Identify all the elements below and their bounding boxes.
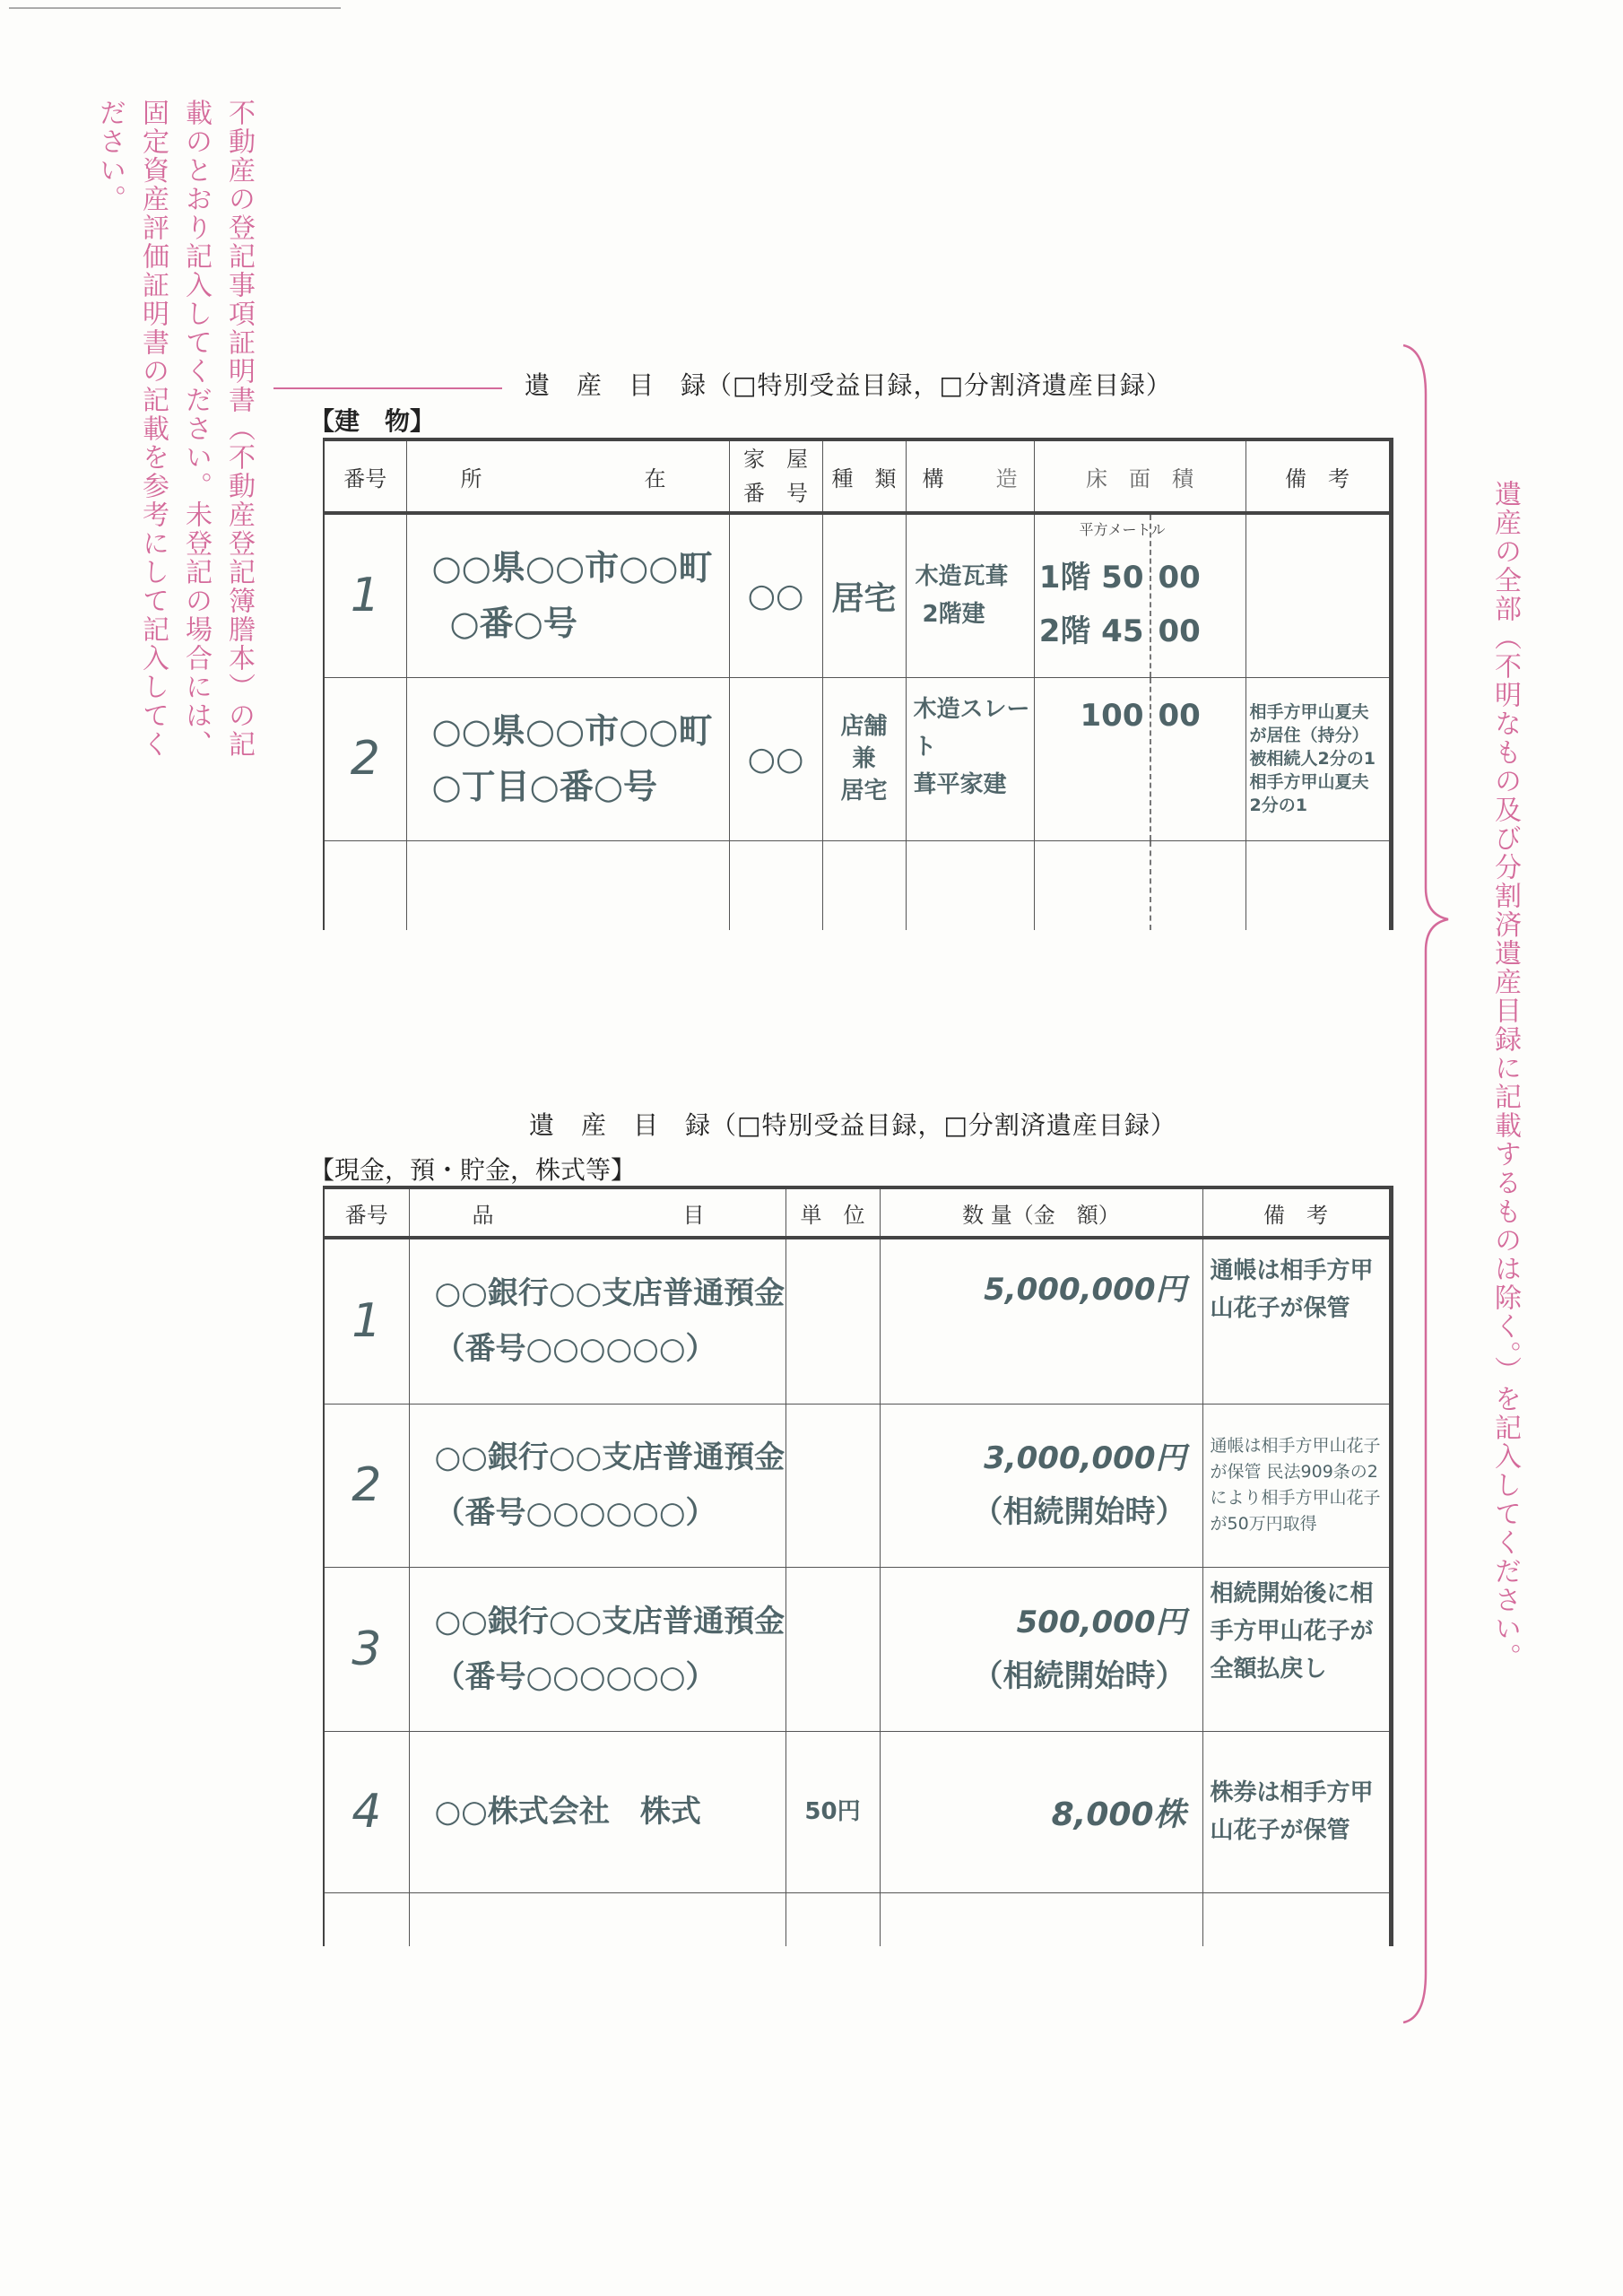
row-number: 2	[324, 1404, 409, 1567]
item-cell: ○○銀行○○支店普通預金 （番号○○○○○○）	[409, 1567, 785, 1731]
floor-area-cell: 平方メートル 1階 50 00 2階 45 00	[1034, 513, 1245, 677]
item-cell: ○○銀行○○支店普通預金 （番号○○○○○○）	[409, 1238, 785, 1404]
top-edge-rule	[9, 7, 341, 9]
header-type: 種 類	[822, 439, 906, 513]
right-instruction-note: 遺産の全部（不明なもの及び分割済遺産目録に記載するものは除く。）を記入してください。	[1489, 480, 1521, 1672]
item-cell: ○○株式会社 株式	[409, 1731, 785, 1892]
header-no: 番号	[324, 439, 406, 513]
header-quantity: 数 量（金 額）	[880, 1187, 1202, 1238]
header-location: 所 在	[406, 439, 729, 513]
header-structure: 構 造	[906, 439, 1034, 513]
remarks-cell: 相手方甲山夏夫が居住（持分）被相続人2分の1 相手方甲山夏夫 2分の1	[1245, 677, 1391, 840]
row-number: 2	[324, 677, 406, 840]
financial-table	[323, 1186, 1393, 1946]
remarks-cell: 通帳は相手方甲山花子が保管 民法909条の2により相手方甲山花子が50万円取得	[1202, 1404, 1391, 1567]
table-row	[324, 677, 1391, 840]
quantity-cell: 500,000円 （相続開始時）	[880, 1567, 1202, 1731]
structure-cell: 木造瓦葺 2階建	[906, 513, 1034, 677]
floor-area-cell: 100 00	[1034, 677, 1245, 840]
left-note-connector-line	[273, 387, 502, 389]
financial-title-options: （□特別受益目録，□分割済遺産目録）	[711, 1110, 1176, 1140]
table-row	[324, 513, 1391, 677]
row-number: 4	[324, 1731, 409, 1892]
header-remarks: 備 考	[1202, 1187, 1391, 1238]
header-remarks: 備 考	[1245, 439, 1391, 513]
remarks-cell	[1245, 513, 1391, 677]
buildings-title-options: （□特別受益目録，□分割済遺産目録）	[707, 370, 1172, 400]
unit-cell: 50円	[785, 1731, 880, 1892]
quantity-cell: 5,000,000円	[880, 1238, 1202, 1404]
unit-cell	[785, 1238, 880, 1404]
header-item: 品 目	[409, 1187, 785, 1238]
right-brace-icon	[1399, 341, 1453, 2027]
house-number-cell: ○○	[729, 513, 822, 677]
item-cell: ○○銀行○○支店普通預金 （番号○○○○○○）	[409, 1404, 785, 1567]
quantity-cell: 8,000株	[880, 1731, 1202, 1892]
financial-title	[529, 1106, 1176, 1142]
row-number: 1	[324, 513, 406, 677]
unit-cell	[785, 1567, 880, 1731]
table-row	[324, 1567, 1391, 1731]
header-house-number: 家 屋 番 号	[729, 439, 822, 513]
financial-section-label: 【現金，預・貯金，株式等】	[309, 1155, 637, 1185]
empty-row	[324, 840, 1391, 930]
header-floor-area: 床 面 積	[1034, 439, 1245, 513]
structure-cell: 木造スレート 葺平家建	[906, 677, 1034, 840]
buildings-title	[525, 366, 1172, 402]
location-cell: ○○県○○市○○町 ○丁目○番○号	[406, 677, 729, 840]
house-number-cell: ○○	[729, 677, 822, 840]
buildings-title-main: 遺 産 目 録	[525, 370, 707, 400]
financial-header-row	[324, 1187, 1391, 1238]
quantity-cell: 3,000,000円 （相続開始時）	[880, 1404, 1202, 1567]
area-unit-label: 平方メートル	[1079, 521, 1166, 538]
decimal-divider	[1150, 678, 1151, 840]
header-unit: 単 位	[785, 1187, 880, 1238]
decimal-divider	[1150, 515, 1151, 677]
remarks-cell: 相続開始後に相手方甲山花子が全額払戻し	[1202, 1567, 1391, 1731]
row-number: 1	[324, 1238, 409, 1404]
remarks-cell: 通帳は相手方甲山花子が保管	[1202, 1238, 1391, 1404]
left-instruction-note: 不動産の登記事項証明書（不動産登記簿謄本）の記載のとおり記入してください。未登記の場合には、固定資産評価証明書の記載を参考にして記入してください。	[94, 99, 255, 759]
type-cell: 店舗 兼 居宅	[822, 677, 906, 840]
buildings-header-row	[324, 439, 1391, 513]
buildings-section-label: 【建 物】	[309, 406, 436, 436]
table-row	[324, 1238, 1391, 1404]
table-row	[324, 1404, 1391, 1567]
unit-cell	[785, 1404, 880, 1567]
table-row	[324, 1731, 1391, 1892]
buildings-table	[323, 438, 1393, 930]
header-no: 番号	[324, 1187, 409, 1238]
empty-row	[324, 1892, 1391, 1946]
remarks-cell: 株券は相手方甲山花子が保管	[1202, 1731, 1391, 1892]
location-cell: ○○県○○市○○町 ○番○号	[406, 513, 729, 677]
type-cell: 居宅	[822, 513, 906, 677]
financial-title-main: 遺 産 目 録	[529, 1110, 712, 1140]
row-number: 3	[324, 1567, 409, 1731]
